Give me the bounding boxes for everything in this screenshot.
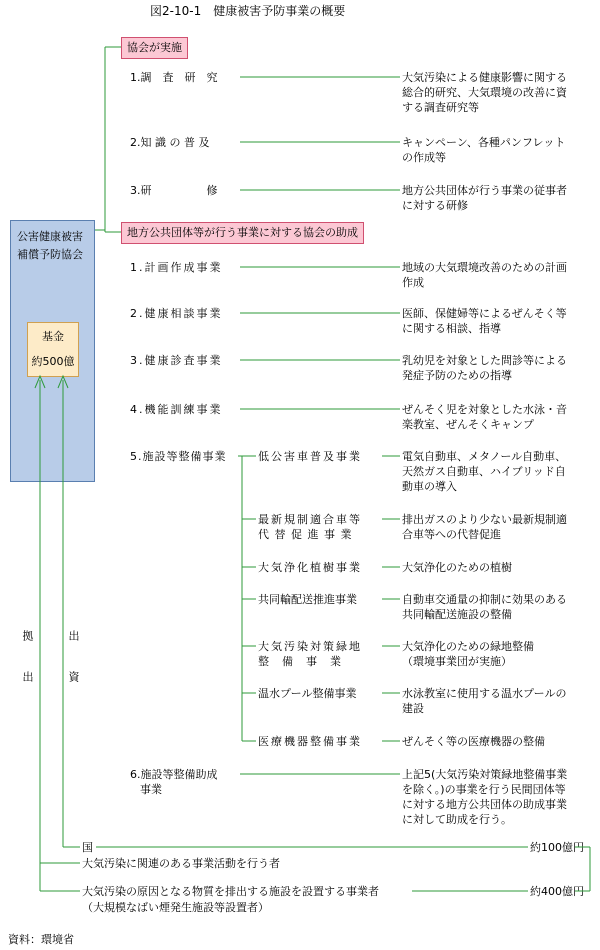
fund-amount: 約500億	[31, 355, 75, 368]
item-desc: を除く。)の事業を行う民間団体等	[402, 783, 566, 796]
item-label: 1.計画作成事業	[130, 261, 223, 274]
source-emitting-business: 大気汚染の原因となる物質を排出する施設を設置する事業者	[82, 885, 379, 898]
source-emitting-business-sub: （大規模なばい煙発生施設等設置者）	[82, 901, 269, 914]
item-label: 6.施設等整備助成	[130, 768, 218, 781]
sub-label: 温水プール整備事業	[258, 687, 357, 700]
sub-desc: 大気浄化のための緑地整備	[402, 640, 534, 653]
source-footnote: 資料：環境省	[8, 933, 74, 946]
item-label: 2.健康相談事業	[130, 307, 223, 320]
item-desc: する調査研究等	[402, 101, 479, 114]
sub-label: 共同輸配送推進事業	[258, 593, 357, 606]
diagram-title: 図2-10-1 健康被害予防事業の概要	[150, 4, 346, 18]
item-label: 事業	[140, 783, 162, 796]
source-amount: 約100億円	[530, 841, 584, 854]
header-association-implements: 協会が実施	[121, 37, 188, 59]
sub-desc: 排出ガスのより少ない最新規制適	[402, 513, 567, 526]
item-label: 2.知 識 の 普 及	[130, 136, 210, 149]
item-label: 1.調 査 研 究	[130, 71, 218, 84]
item-desc: 楽教室、ぜんそくキャンプ	[402, 418, 534, 431]
sub-desc: 建設	[402, 702, 424, 715]
item-desc: の作成等	[402, 151, 446, 164]
item-desc: キャンペーン、各種パンフレット	[402, 136, 566, 149]
item-desc: に対する研修	[402, 199, 468, 212]
sub-label: 代 替 促 進 事 業	[258, 528, 353, 541]
item-desc: 乳幼児を対象とした問診等による	[402, 354, 567, 367]
item-desc: 地方公共団体が行う事業の従事者	[402, 184, 567, 197]
facility-label: 5.施設等整備事業	[130, 450, 227, 463]
source-related-business: 大気汚染に関連のある事業活動を行う者	[82, 857, 280, 870]
sub-desc: 自動車交通量の抑制に効果のある	[402, 593, 567, 606]
sub-label: 大気汚染対策緑地	[258, 640, 362, 653]
sub-desc: 動車の導入	[402, 480, 457, 493]
sub-label: 医療機器整備事業	[258, 735, 362, 748]
item-desc: に対して助成を行う。	[402, 813, 512, 826]
sub-desc: （環境事業団が実施）	[402, 655, 512, 668]
item-desc: ぜんそく児を対象とした水泳・音	[402, 403, 567, 416]
fund-label: 基金	[42, 330, 64, 343]
item-desc: 発症予防のための指導	[402, 369, 512, 382]
item-label: 4.機能訓練事業	[130, 403, 223, 416]
sub-desc: ぜんそく等の医療機器の整備	[402, 735, 545, 748]
investment-label: 出資	[67, 630, 80, 712]
sub-desc: 共同輸配送施設の整備	[402, 608, 512, 621]
sub-desc: 大気浄化のための植樹	[402, 561, 512, 574]
item-desc: 上記5(大気汚染対策緑地整備事業	[402, 768, 568, 781]
header-local-government-subsidy: 地方公共団体等が行う事業に対する協会の助成	[121, 222, 364, 244]
item-desc: 総合的研究、大気環境の改善に資	[402, 86, 567, 99]
source-government: 国	[82, 841, 93, 854]
item-desc: 医師、保健婦等によるぜんそく等	[402, 307, 567, 320]
item-desc: に対する地方公共団体の助成事業	[402, 798, 567, 811]
item-label: 3.研 修	[130, 184, 218, 197]
item-desc: 地域の大気環境改善のための計画	[402, 261, 567, 274]
sub-desc: 電気自動車、メタノール自動車、	[402, 450, 567, 463]
sub-desc: 合車等への代替促進	[402, 528, 501, 541]
sub-desc: 天然ガス自動車、ハイブリッド自	[402, 465, 566, 478]
sub-desc: 水泳教室に使用する温水プールの	[402, 687, 567, 700]
sub-label: 整 備 事 業	[258, 655, 342, 668]
contribution-label: 拠出	[21, 630, 34, 712]
sub-label: 大気浄化植樹事業	[258, 561, 362, 574]
item-label: 3.健康診査事業	[130, 354, 223, 367]
source-amount: 約400億円	[530, 885, 584, 898]
item-desc: 作成	[402, 276, 424, 289]
sub-label: 最新規制適合車等	[258, 513, 362, 526]
sub-label: 低公害車普及事業	[258, 450, 362, 463]
association-name-line2: 補償予防協会	[17, 248, 83, 261]
item-desc: に関する相談、指導	[402, 322, 501, 335]
item-desc: 大気汚染による健康影響に関する	[402, 71, 567, 84]
association-name-line1: 公害健康被害	[17, 230, 83, 243]
